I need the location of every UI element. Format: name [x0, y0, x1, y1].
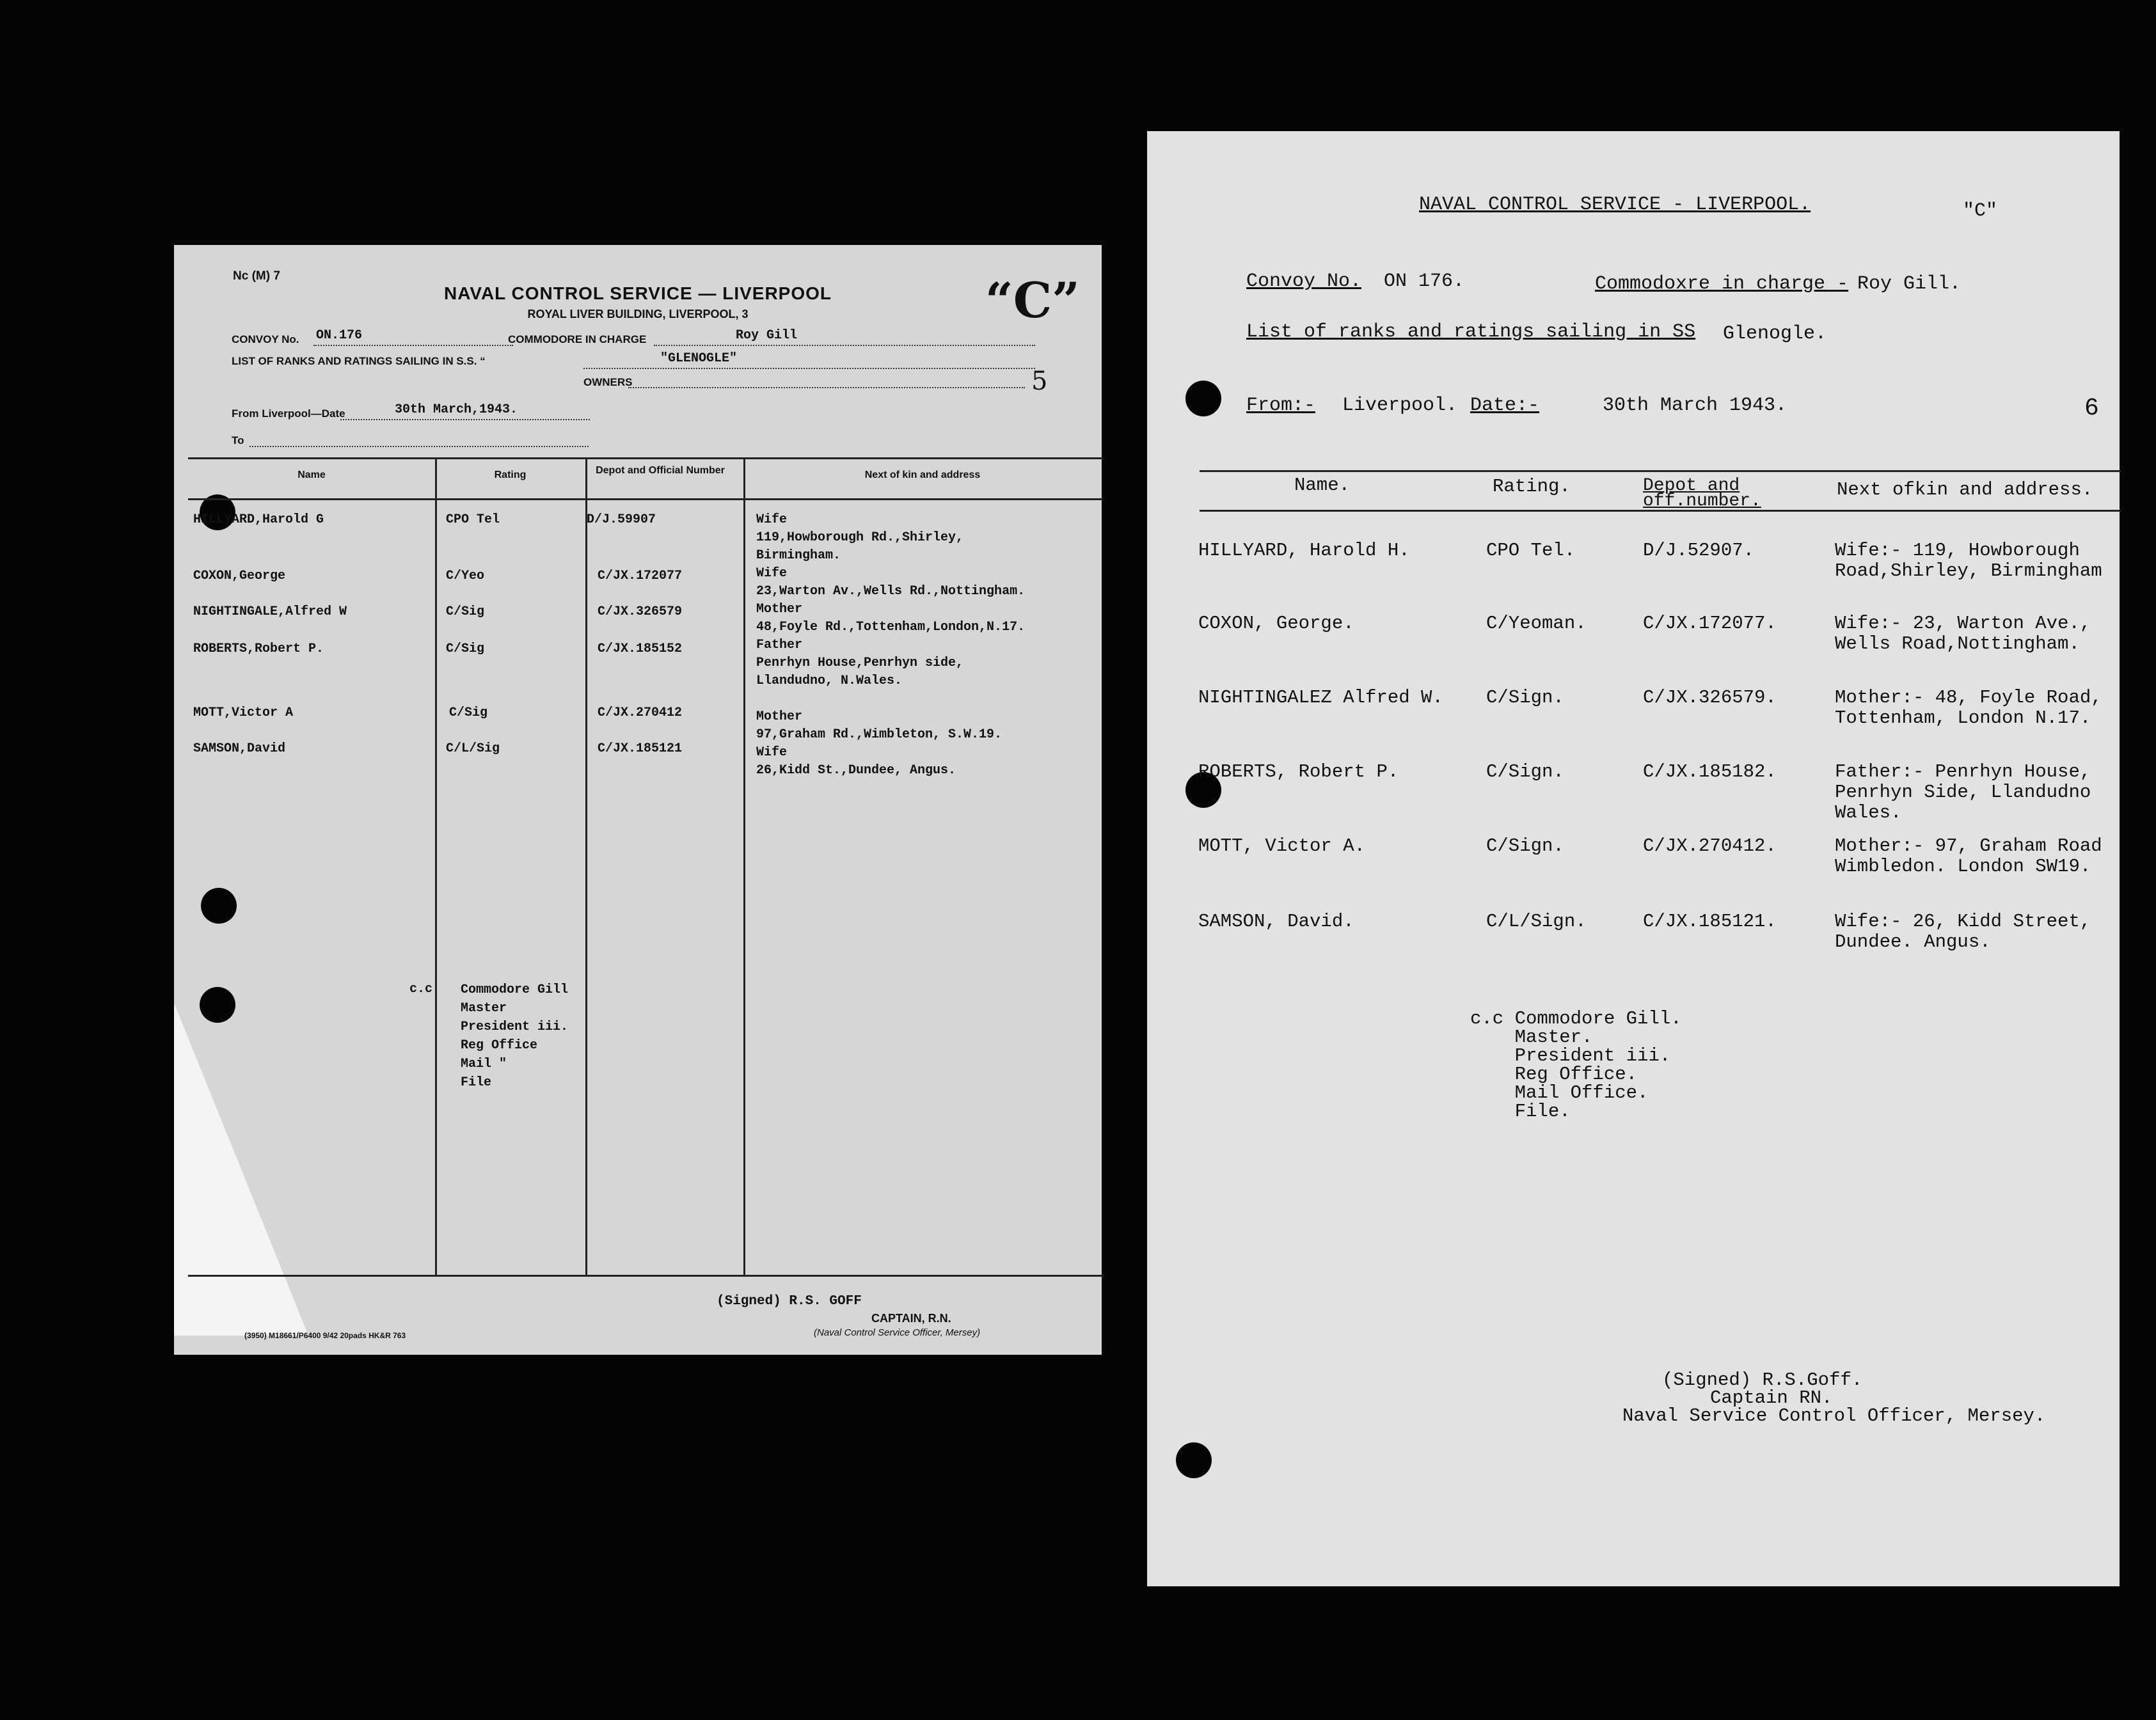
from-date-label: From Liverpool—Date [232, 407, 345, 420]
captain-title: Captain RN. [1710, 1387, 1833, 1408]
crew-rating: CPO Tel. [1486, 540, 1576, 561]
kin-address: 119,Howborough Rd.,Shirley, [756, 530, 964, 545]
kin-address: Road,Shirley, Birmingham [1835, 560, 2102, 581]
table-top-rule [188, 457, 1103, 459]
crew-rating: C/Sign. [1486, 687, 1564, 708]
from-port: Liverpool. [1342, 395, 1458, 416]
crew-name: MOTT, Victor A. [1198, 835, 1366, 856]
to-label: To [232, 434, 244, 446]
crew-rating: C/L/Sign. [1486, 911, 1587, 932]
punch-hole [200, 987, 235, 1023]
kin-address: 26,Kidd St.,Dundee, Angus. [756, 763, 956, 778]
punch-hole [1176, 1442, 1212, 1478]
document-title: NAVAL CONTROL SERVICE - LIVERPOOL. [1419, 194, 1811, 216]
commodore-label: Commodoxre in charge - [1595, 273, 1849, 295]
dotted-line [313, 345, 513, 346]
sailing-date: 30th March 1943. [1603, 395, 1787, 416]
cc-line: Mail Office. [1470, 1082, 1649, 1103]
convoy-number: ON 176. [1384, 271, 1465, 292]
crew-name: MOTT,Victor A [193, 706, 294, 720]
captain-title: CAPTAIN, R.N. [871, 1312, 951, 1325]
kin-address: Wells Road,Nottingham. [1835, 633, 2080, 654]
cc-line: Master [461, 1001, 507, 1016]
crew-rating: C/Yeo [446, 569, 485, 583]
crew-rating: C/Sig [446, 642, 485, 656]
crew-name: ROBERTS,Robert P. [193, 642, 324, 656]
date-label: Date:- [1470, 395, 1540, 416]
cc-list [461, 981, 568, 1092]
crew-rating: C/Yeoman. [1486, 613, 1587, 634]
cc-line: Reg Office. [1470, 1064, 1638, 1085]
column-header-name: Name. [1294, 475, 1351, 496]
crew-number: D/J.59907 [587, 512, 656, 527]
column-header-rating: Rating. [1493, 476, 1571, 497]
crew-name: COXON, George. [1198, 613, 1354, 634]
address-line: ROYAL LIVER BUILDING, LIVERPOOL, 3 [527, 308, 749, 320]
column-header-name: Name [297, 469, 326, 480]
kin-address: Mother:- 48, Foyle Road, [1835, 687, 2102, 708]
dotted-line [628, 387, 1025, 388]
kin-relation: Father [756, 638, 803, 652]
crew-name: HILLYARD,Harold G [193, 512, 324, 527]
page-number: 6 [2084, 395, 2099, 422]
typed-crew-list [1147, 131, 2120, 1586]
list-label: LIST OF RANKS AND RATINGS SAILING IN S.S. “ [232, 355, 486, 367]
commodore-name: Roy Gill. [1857, 273, 1962, 295]
crew-rating: C/Sign. [1486, 835, 1564, 856]
kin-address: Birmingham. [756, 548, 841, 563]
crew-name: NIGHTINGALE,Alfred W [193, 604, 347, 619]
kin-address: Wife:- 23, Warton Ave., [1835, 613, 2091, 634]
sailing-date: 30th March,1943. [395, 402, 518, 417]
kin-address: 23,Warton Av.,Wells Rd.,Nottingham. [756, 584, 1026, 599]
crew-number: C/JX.326579. [1643, 687, 1777, 708]
kin-address: Penrhyn Side, Llandudno [1835, 782, 2091, 803]
cc-line: President iii. [1470, 1045, 1671, 1066]
cc-list [1470, 1009, 1682, 1121]
officer-title: Naval Service Control Officer, Mersey. [1622, 1405, 2046, 1426]
crew-number: C/JX.185121. [1643, 911, 1777, 932]
list-label: List of ranks and ratings sailing in SS [1246, 321, 1696, 343]
kin-address: Wales. [1835, 802, 1902, 823]
cc-line: c.c Commodore Gill. [1470, 1008, 1682, 1029]
column-header-depot-number: Depot and off.number. [1643, 476, 1761, 511]
officer-title: (Naval Control Service Officer, Mersey) [814, 1327, 981, 1338]
kin-address: Father:- Penrhyn House, [1835, 761, 2091, 782]
crew-rating: C/Sign. [1486, 761, 1564, 782]
page-number: 5 [1031, 367, 1048, 396]
column-divider [435, 457, 437, 1275]
convoy-label: CONVOY No. [232, 333, 299, 345]
crew-number: C/JX.270412. [1643, 835, 1777, 856]
table-header-rule [188, 498, 1103, 500]
column-divider [585, 457, 587, 1275]
cc-line: President iii. [461, 1020, 569, 1034]
column-header-rating: Rating [494, 469, 527, 480]
copy-letter: "C" [1963, 200, 1998, 222]
crew-rating: C/Sig [446, 604, 485, 619]
dotted-line [654, 345, 1035, 346]
cc-line: Master. [1470, 1027, 1593, 1048]
kin-address: Llandudno, N.Wales. [756, 674, 903, 688]
crew-number: C/JX.326579 [598, 604, 683, 619]
signature-line: (Signed) R.S. GOFF [717, 1294, 862, 1309]
ship-name: Glenogle. [1723, 323, 1827, 345]
table-header-rule [1200, 510, 2121, 512]
crew-rating: CPO Tel [446, 512, 500, 527]
form-number: Nc (M) 7 [233, 269, 280, 283]
crew-number: C/JX.185152 [598, 642, 683, 656]
owners-label: OWNERS [583, 376, 633, 388]
kin-address: Mother:- 97, Graham Road [1835, 835, 2102, 856]
crew-rating: C/Sig [449, 706, 488, 720]
crew-number: C/JX.172077. [1643, 613, 1777, 634]
kin-relation: Mother [756, 602, 803, 617]
kin-relation: Wife [756, 512, 788, 527]
column-header-next-of-kin: Next ofkin and address. [1837, 479, 2093, 500]
dotted-line [340, 419, 590, 420]
crew-name: SAMSON,David [193, 741, 286, 756]
dotted-line [250, 446, 589, 447]
signature-line: (Signed) R.S.Goff. [1662, 1369, 1863, 1391]
printed-crew-form [174, 245, 1102, 1355]
cc-line: File [461, 1075, 492, 1090]
crew-number: C/JX.185121 [598, 741, 683, 756]
from-label: From:- [1246, 395, 1316, 416]
crew-rating: C/L/Sig [446, 741, 500, 756]
cc-line: Reg Office [461, 1038, 538, 1053]
kin-address: Wife:- 26, Kidd Street, [1835, 911, 2091, 932]
cc-prefix: c.c [409, 982, 433, 997]
kin-address: Dundee. Angus. [1835, 931, 1991, 952]
punch-hole [1185, 381, 1221, 416]
cc-line: Mail " [461, 1057, 507, 1071]
crew-name: NIGHTINGALEZ Alfred W. [1198, 687, 1443, 708]
crew-number: C/JX.172077 [598, 569, 683, 583]
kin-relation: Mother [756, 709, 803, 724]
kin-address: Penrhyn House,Penrhyn side, [756, 656, 964, 670]
kin-relation: Wife [756, 745, 788, 760]
kin-address: Wife:- 119, Howborough [1835, 540, 2080, 561]
cc-line: File. [1470, 1101, 1571, 1122]
column-header-depot-number: Depot and Official Number [596, 465, 725, 476]
kin-address: Tottenham, London N.17. [1835, 707, 2091, 729]
crew-number: D/J.52907. [1643, 540, 1755, 561]
kin-address: Wimbledon. London SW19. [1835, 856, 2091, 877]
cc-line: Commodore Gill [461, 982, 569, 997]
copy-letter: “C” [985, 272, 1080, 329]
convoy-label: Convoy No. [1246, 271, 1362, 292]
crew-number: C/JX.185182. [1643, 761, 1777, 782]
crew-name: SAMSON, David. [1198, 911, 1354, 932]
column-divider [743, 457, 745, 1275]
convoy-number: ON.176 [316, 328, 363, 343]
punch-hole [201, 888, 237, 924]
crew-name: ROBERTS, Robert P. [1198, 761, 1399, 782]
kin-address: 97,Graham Rd.,Wimbleton, S.W.19. [756, 727, 1003, 742]
organisation-heading: NAVAL CONTROL SERVICE — LIVERPOOL [443, 283, 832, 303]
commodore-label: COMMODORE IN CHARGE [508, 333, 647, 345]
crew-number: C/JX.270412 [598, 706, 683, 720]
ship-name: "GLENOGLE" [660, 351, 738, 366]
folded-corner [174, 1003, 308, 1336]
dotted-line [583, 368, 1035, 369]
table-top-rule [1200, 470, 2121, 472]
crew-name: COXON,George [193, 569, 286, 583]
table-bottom-rule [188, 1275, 1103, 1277]
commodore-name: Roy Gill [736, 328, 798, 343]
kin-address: 48,Foyle Rd.,Tottenham,London,N.17. [756, 620, 1026, 635]
printer-imprint: (3950) M18661/P6400 9/42 20pads HK&R 763 [244, 1331, 406, 1340]
column-header-next-of-kin: Next of kin and address [864, 469, 981, 480]
crew-name: HILLYARD, Harold H. [1198, 540, 1410, 561]
kin-relation: Wife [756, 566, 788, 581]
